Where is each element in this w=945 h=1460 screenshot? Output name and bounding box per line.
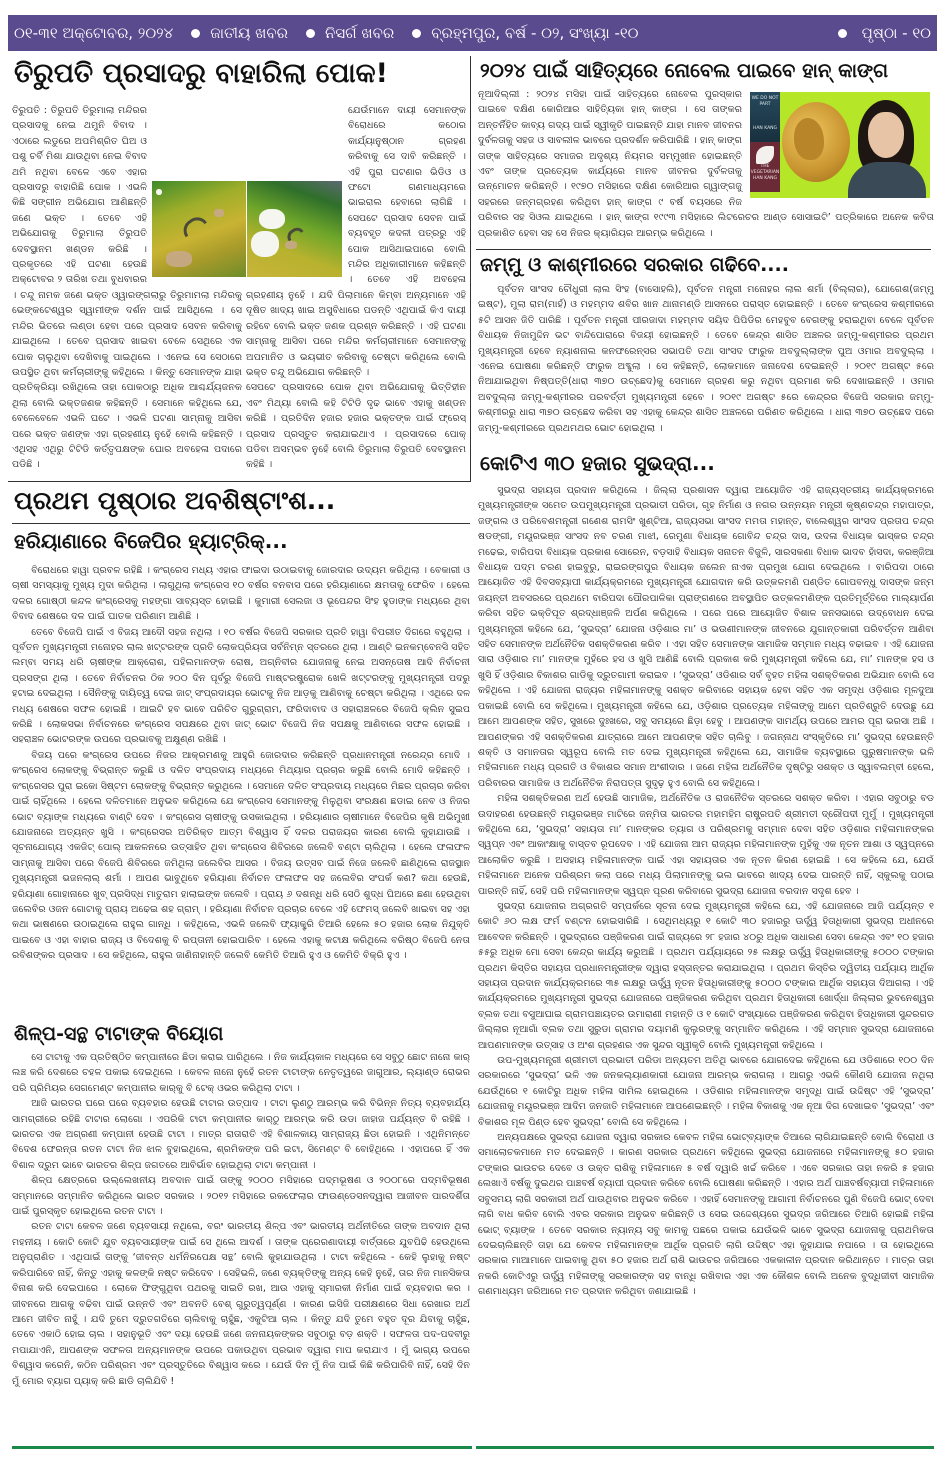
issue-date: ୦୧-୩୧ ଅକ୍ଟୋବର, ୨୦୨୪	[14, 24, 174, 42]
bullet-icon	[412, 29, 421, 38]
place-issue: ବ୍ରହ୍ମପୁର, ବର୍ଷ - ୦୨, ସଂଖ୍ୟା -୧୦	[431, 24, 639, 42]
subhadra-headline: କୋଟିଏ ୩୦ ହଜାର ସୁଭଦ୍ରା...	[480, 451, 715, 475]
subhadra-para-5: ଅନ୍ୟପକ୍ଷରେ ସୁଭଦ୍ରା ଯୋଜନା ଦ୍ୱାରା ସରକାର କେବଳ ମହିଳା ଭୋଟ୍‌ବ୍ୟାଙ୍କ ତିଆରେ ଲାଗିଯାଇଛନ୍ତି ବୋଲି ବିରୋଧୀ ଓ ସମାଲୋଚକମାନେ ମତ ଦେଇଛନ୍ତି । କାରଣ ସରକାର ପ୍ରଥମେ କହିଥିଲେ ସୁଭଦ୍ରା ଯୋଜନାରେ ମହିଳାମାନଙ୍କୁ ୫୦ ହଜାର ଟଙ୍କାର ଭାଉଚର ଦେବେ ଓ ଉକ୍ତ ରାଶିକୁ ମହିଳାମାନେ ୫ ବର୍ଷ ଦ୍ୱାରି ଖର୍ଚ୍ଚ କରିବେ । ଏବେ ସରକାର ତାହା ନକରି ୫ ହଜାର ଲେଖାଏଁ ବର୍ଷକୁ ଦୁଇଥର ପାଞ୍ଚବର୍ଷ ବ୍ୟାପୀ ପ୍ରଦାନ କରିବେ ବୋଲି ଘୋଷଣା କରିଛନ୍ତି । ଏହାର ଅର୍ଥ ପାଞ୍ଚବର୍ଷବ୍ୟାପୀ ମହିଳାମାନେ ସବୁସମୟ ଲାଗି ସରକାରୀ ଅର୍ଥ ପାଉଥିବାର ଅନୁଭବ କରିବେ । ଏହାହିଁ ସେମାନଙ୍କୁ ଆଗାମୀ ନିର୍ବାଚନରେ ପୁଣି ବିଜେପି ଭୋଟ୍ ଦେବା ଲାଗି ବାଧ କରିବ ବୋଲି ଏବର ସରକାର ଅନୁଭବ କରିଛନ୍ତି ଓ ସେଇ ଉଦ୍ଦେଶ୍ୟରେ ସୁଭଦ୍ର ଜରିଆରେ ତିଆରି ହୋଇଛି ମହିଳା ଭୋଟ୍ ବ୍ୟାଙ୍କ । ତେବେ ସରକାର ନ୍ୟାନ୍ୟ ସବୁ କାମକୁ ପଛରେ ପକାଇ ଯେଉଁଭଳି ଭାବେ ସୁଭଦ୍ରା ଯୋଜନାକୁ ପ୍ରାଥମିକତା ଦେଇଚାଲିଛନ୍ତି ତାହା ଯେ କେବଳ ମହିଳାମାନଙ୍କ ଆର୍ଥିକ ପ୍ରଗତି ଲାଗି ଉଦ୍ଦିଷ୍ଟ ଏହା କୁହାଯାଇ ନପାରେ । ତା ହୋଇଥିଲେ ସରକାର ମାଆମାନେ ପାଇବାକୁ ଥିବା ୫୦ ହଜାର ଅର୍ଥ ରାଶି ଭାଉଚର ଜରିଆରେ ଏକକାଳୀନ ପ୍ରଦାନ କରିଥାନ୍ତେ । ମାତ୍ର ତାହା ନକରି କୋଟିଏରୁ ଊର୍ଦ୍ଧ୍ୱ ମହିଳାଙ୍କୁ ସରକାରଙ୍କ ସହ ବାନ୍ଧି ରଖିବାର ଏହା ଏକ କୌଶଳ ବୋଲି ଅନେକ ବୁଦ୍ଧିଜୀବୀ ସାମାଜିକ ଗଣମାଧ୍ୟମ ଜରିଆରେ ମତ ପ୍ରଦାନ କରିଥିବା ଜଣାଯାଇଛି ।	[478, 1132, 934, 1298]
continuation-rule	[12, 523, 470, 524]
medal-portrait	[794, 118, 824, 160]
tata-para-1: ସେ ଟାଟାକୁ ଏକ ପ୍ରତିଷ୍ଠିତ କମ୍ପାନୀରେ ଛିଡା କରାଇ ପାରିଥିଲେ । ନିଜ କାର୍ଯ୍ୟକାଳ ମଧ୍ୟରେ ସେ ସବୁଠୁ ଛୋଟ ନାନୋ କାର୍ ଲଞ୍ଚ କରି ଦେଶରେ ଚହଳ ପକାଇ ଦେଇଥିଲେ । କେବଳ ନାନୋ ନୁହେଁ ରତନ ଟାଟାଙ୍କ ନେତୃତ୍ୱରେ ଜାଗୁଆର, ଲ୍ୟାଣ୍ଡ ରୋଭର ପରି ପ୍ରିମିୟର ସେଗମେଣ୍ଟ କମ୍ପାନୀର କାର୍‌କୁ ବି ଟେକ୍ ଓଭର କରିଥିଲା ଟାଟା ।	[12, 1052, 470, 1094]
footer-rule-right	[476, 1446, 934, 1449]
subhadra-para-1: ସୁଭଦ୍ରା ସହାୟତା ପ୍ରଦାନ କରିଥିଲେ । ଜିଲ୍ଲା ପ୍ରଶାସନ ଦ୍ୱାରା ଆୟୋଜିତ ଏହି ରାଜ୍ୟସ୍ତରୀୟ କାର୍ଯ୍ୟକ୍ରମରେ ମୁଖ୍ୟମନ୍ତ୍ରୀଙ୍କ ସମେତ ଉପମୁଖ୍ୟମନ୍ତ୍ରୀ ପ୍ରଭାତୀ ପରିଡା, ଗୃହ ନିର୍ମାଣ ଓ ନଗର ଉନ୍ନୟନ ମନ୍ତ୍ରୀ କୃଷ୍ଣଚନ୍ଦ୍ର ମହାପାତ୍ର, ଜଙ୍ଗଲ ଓ ପରିବେଶମନ୍ତ୍ରୀ ଗଣେଶ ରାମସିଂ ଖୁଣ୍ଟିଆ, ରାଜ୍ୟସଭା ସାଂସଦ ମମତା ମହାନ୍ତ, ବାଲେଶ୍ୱର ସାଂସଦ ପ୍ରତାପ ଚନ୍ଦ୍ର ଷଡଙ୍ଗୀ, ମୟୂରଭଞ୍ଜ ସାଂସଦ ନବ ଚରଣ ମାଝୀ, ରେମୁଣା ବିଧାୟକ ଗୋବିନ୍ଦ ଚନ୍ଦ୍ର ଦାସ, ଉଦଳା ବିଧାୟକ ଭାସ୍କର ଚନ୍ଦ୍ର ମଢେଇ, ବାରିପଦା ବିଧାୟକ ପ୍ରକାଶ ସୋରେନ, ବଡ଼ସାହି ବିଧାୟକ ସନାତନ ବିଜୁଳି, ସାରସକଣା ବିଧାକ ଭାଦବ ହାଁସଦା, କରଞ୍ଜିଆ ବିଧାୟକ ପଦ୍ମ ଚରଣ ହାଇବୁରୁ, ରାଇରଙ୍ଗପୁର ବିଧାୟକ ଜଲେନ ନାଏକ ପ୍ରମୁଖ ଯୋଗ ଦେଇଥିଲେ । ବାରିପଦା ଠାରେ ଆୟୋଜିତ ଏହି ଦିବସବ୍ୟାପୀ କାର୍ଯ୍ୟକ୍ରମରେ ମୁଖ୍ୟମନ୍ତ୍ରୀ ଯୋଗଦାନ କରି ଉତ୍କଳମଣି ପଣ୍ଡିତ ଗୋପବନ୍ଧୁ ଦାସଙ୍କ ଜନ୍ମ ଜୟନ୍ତୀ ଅବସରରେ ପ୍ରଥମେ ବାରିପଦା ପୌରପାଳିକା ପ୍ରାଙ୍ଗଣରେ ଅବସ୍ଥାପିତ ଉତ୍କଳମଣିଙ୍କ ପ୍ରତିମୂର୍ତ୍ତିରେ ମାଲ୍ୟାର୍ପଣ କରିବା ସହିତ ଭକ୍ତିପୂତ ଶ୍ରଦ୍ଧାଞ୍ଜଳି ଅର୍ପଣ କରିଥିଲେ । ପରେ ପରେ ଆୟୋଜିତ ବିଶାଳ ଜନସଭାରେ ଉଦ୍‌ବୋଧନ ଦେଇ ମୁଖ୍ୟମନ୍ତ୍ରୀ କହିଲେ ଯେ, ‘ସୁଭଦ୍ରା’ ଯୋଜନା ଓଡ଼ିଶାର ମା’ ଓ ଭଉଣୀମାନଙ୍କ ଜୀବନରେ ଯୁଗାନ୍ତକାରୀ ପରିବର୍ତ୍ତନ ଆଣିବା ସହିତ ସେମାନଙ୍କ ଅର୍ଥନୈତିକ ସଶକ୍ତିକରଣ କରିବ । ଏହା ସହିତ ସେମାନଙ୍କ ସାମାଜିକ ସମ୍ମାନ ମଧ୍ୟ ବଢାଇବ । ଏହି ଯୋଜନା ସାରା ଓଡ଼ିଶାର ମା’ ମାନଙ୍କ ମୁହଁରେ ହସ ଓ ଖୁସି ଆଣିଛି ବୋଲି ପ୍ରକାଶ କରି ମୁଖ୍ୟମନ୍ତ୍ରୀ କହିଲେ ଯେ, ମା’ ମାନଙ୍କ ହସ ଓ ଖୁସି ହିଁ ଓଡ଼ିଶାର ବିକାଶର ଗାଡିକୁ ଦ୍ରୁତଗାମୀ କରାଇବ । ‘ସୁଭଦ୍ରା’ ଓଡିଶାର ସର୍ବ ବୃହତ ମହିଳା ସଶକ୍ତିକରଣ ଅଭିଯାନ ବୋଲି ସେ କହିଥିଲେ । ଏହି ଯୋଜନା ରାଜ୍ୟର ମହିଳାମାନଙ୍କୁ ସଶକ୍ତ କରିବାରେ ସହାୟକ ହେବା ସହିତ ଏକ ସମୃଦ୍ଧ ଓଡ଼ିଶାର ମୂଳଦୁଆ ପକାଇଛି ବୋଲି ସେ କହିଥିଲେ। ମୁଖ୍ୟମନ୍ତ୍ରୀ କହିଲେ ଯେ, ଓଡ଼ିଶାର ପ୍ରତ୍ୟେକ ମହିଳାଙ୍କୁ ଆମେ ପ୍ରତିଶ୍ରୁତି ଦେଉଛୁ ଯେ ଆମେ ଆପଣଙ୍କ ସହିତ, ସୁଖରେ ଦୁଃଖରେ, ସବୁ ସମୟରେ ଛିଡ଼ା ହେବୁ । ଆପଣଙ୍କ ସାମର୍ଥ୍ୟ ଉପରେ ଆମର ପୂରା ଭରସା ଅଛି । ଆପଣଙ୍କର ଏହି ସଶକ୍ତିକରଣ ଯାତ୍ରାରେ ଆମେ ଆପଣଙ୍କ ସହିତ ଚାଲିବୁ । ଜଗନ୍ନାଥ ସଂସ୍କୃତିରେ ମା’ ସୁଭଦ୍ରା ହେଉଛନ୍ତି ଶକ୍ତି ଓ ସମାନତାର ସ୍ୱରୂପ ବୋଲି ମତ ଦେଇ ମୁଖ୍ୟମନ୍ତ୍ରୀ କହିଥିଲେ ଯେ, ସାମାଜିକ ବ୍ୟବସ୍ଥାରେ ପୁରୁଷମାନଙ୍କ ଭଳି ମହିଳାମାନେ ମଧ୍ୟ ପ୍ରଗତି ଓ ବିକାଶର ସମାନ ଅଂଶୀଦାର । ଜଣେ ମହିଳା ଅର୍ଥନୈତିକ ଦୃଷ୍ଟିରୁ ସଶକ୍ତ ଓ ସ୍ୱାବଲମ୍ବୀ ହେଲେ, ପରିବାରର ସାମାଜିକ ଓ ଅର୍ଥନୈତିକ ନିରାପତ୍ତା ସୁଦୃଢ଼ ହୁଏ ବୋଲି ସେ କହିଥିଲେ।	[478, 485, 934, 789]
tata-body	[12, 1050, 470, 1440]
haryana-para-3: ବିଜୟ ପରେ କଂଗ୍ରେସ ଉପରେ ନିଜର ଆକ୍ରମଣକୁ ଆହୁରି ଜୋରଦାର କରିଛନ୍ତି ପ୍ରଧାନମନ୍ତ୍ରୀ ନରେନ୍ଦ୍ର ମୋଦି । କଂଗ୍ରେସ ଲୋକଙ୍କୁ ବିଭ୍ରାନ୍ତ କରୁଛି ଓ ଦଳିତ ସଂପ୍ରଦାୟ ମଧ୍ୟରେ ମିଥ୍ୟାର ପ୍ରଚାର କରୁଛି ବୋଲି ମୋଦି କହିଛନ୍ତି । କଂଗ୍ରେସର ପୁରା ଇକୋ ସିଷ୍ଟମ ଲୋକଙ୍କୁ ବିଭ୍ରାନ୍ତ କରୁଥିଲେ । ସେମାନେ ଦଳିତ ସଂପ୍ରଦାୟ ମଧ୍ୟରେ ମିଛର ପ୍ରଚାର କରିବା ପାଇଁ ଚାହିଁଥିଲେ । ହେଲେ ଦଳିତମାନେ ଅନୁଭବ କରିଥିଲେ ଯେ କଂଗ୍ରେସ ସେମାନଙ୍କୁ ମିଳୁଥିବା ସଂରକ୍ଷଣ ଛଡାଇ ନେବ ଓ ନିଜର ଭୋଟ ବ୍ୟାଙ୍କ ମଧ୍ୟରେ ବାଣ୍ଟି ଦେବ । କଂଗ୍ରେସ ଚାଷୀଙ୍କୁ ଉସକାଇଥିଲା । ହରିୟାଣାର ଚାଷୀମାନେ ବିଜେପିର କୃଷି ଅଭିମୁଖୀ ଯୋଜନାରେ ଅତ୍ୟନ୍ତ ଖୁସି । କଂଗ୍ରେସର ଅତିରିକ୍ତ ଆତ୍ମ ବିଶ୍ୱାସ ହିଁ ଦଳର ପରାଜୟର କାରଣ ବୋଲି କୁହାଯାଉଛି । ସୂଚନାଯୋଗ୍ୟ ଏକଜିଟ୍ ପୋଲ୍ ଆକଳନରେ ଉତ୍ସାହିତ ଥିବା କଂଗ୍ରେସ ଶିବିରରେ ଜଲେବି ବଣ୍ଟା ଚାଲିଥିଲା । ହେଲେ ଫଳାଫଳ ସାମ୍ନାକୁ ଆସିବା ପରେ ବିଜେପି ଶିବିରରେ ଜମିଥିଲା ଜଲେବିର ଆସର । ବିଜୟ ଉତ୍ସବ ପାଇଁ ନିଜେ ଜଲେବି ଛାଣିଥିଲେ ରାଜସ୍ଥାନ ମୁଖ୍ୟମନ୍ତ୍ରୀ ଭଜନଲାଲ୍ ଶର୍ମା । ଆପଣ ଭାବୁଥିବେ ହରିୟାଣା ନିର୍ବାଚନ ଫଳାଫଳ ସହ ଜଲେବିର ସଂପର୍କ କଣ? କଥା ହେଉଛି, ହରିୟାଣା ଗୋହାନାରେ ଖୁବ୍ ପ୍ରସିଦ୍ଧ ମାତୁରାମ ହାଲାଇଙ୍କ ଜଲେବି । ପ୍ରାୟ ୬ ଦଶନ୍ଧି ଧରି ସେଠି ଶୁଦ୍ଧ ଘିଅରେ ଛଣା ହେଉଥିବା ଜଲେବିର ଓଜନ ଗୋଟାକୁ ପ୍ରାୟ ଅଢେଇ ଶହ ଗ୍ରାମ୍ । ହରିୟାଣା ନିର୍ବାଚନ ପ୍ରଚାର ବେଳେ ଏହି ଫେମସ୍ ଜଲେବି ଖାଇବା ସହ ଏହା କଥା ଭାଷଣରେ ଉଠାଇଥିଲେ ରାହୁଲ ଗାନ୍ଧି । କହିଥିଲେ, ଏଭଳି ଜଲେବି ଫ୍ୟାକ୍ଟ୍ରି ତିଆରି ହେଲେ ୫୦ ହଜାର ଲୋକ ନିଯୁକ୍ତି ପାଇବେ ଓ ଏହା ବାହାର ରାଜ୍ୟ ଓ ବିଦେଶକୁ ବି ରପ୍ତାନୀ ହୋଇପାରିବ । ହେଲେ ଏହାକୁ କଟାକ୍ଷ କରିଥିଲେ ବରିଷ୍ଠ ବିଜେପି ନେତା ରବିଶଙ୍କର ପ୍ରସାଦ । ସେ କହିଥିଲେ, ରାହୁଲ ଜାଣିନାହାନ୍ତି ଜଲେବି କେମିତି ତିଆରି ହୁଏ ଓ କେମିତି ବିକ୍ରି ହୁଏ ।	[12, 749, 470, 962]
masthead-bar	[8, 15, 937, 51]
portrait-body	[848, 162, 926, 198]
nobel-rule	[476, 249, 931, 250]
book1-author: HAN KANG	[752, 126, 778, 131]
section-rule	[8, 481, 471, 482]
book2-author: HAN KANG	[752, 176, 778, 181]
tirupati-col1-para: ତିରୁପତି : ତିରୁପତି ତିରୁମାଲା ମନ୍ଦିରର ପ୍ରସାଦକୁ ନେଇ ଥମୁନି ବିବାଦ । ଏଠାରେ ଲଡୁରେ ଅପମିଶ୍ରିତ ଘିଅ ଓ ପଶୁ ଚର୍ବି ମିଶା ଯାଉଥିବା ନେଇ ବିବାଦ ଥମି ନଥିବା ବେଳେ ଏବେ ଏହାର ପ୍ରସାଦରୁ ବାହାରିଛି ପୋକ । ଏଭଳି କିଛି ସଙ୍ଗୀନ ଅଭିଯୋଗ ଆଣିଛନ୍ତି ଜଣେ ଭକ୍ତ । ତେବେ ଏହି ଅଭିଯୋଗକୁ ତିରୁମାଲା ତିରୁପତି ଦେବସ୍ଥାନମ ଖଣ୍ଡନ କରିଛି । ପ୍ରକୃତରେ ଏହି ଘଟଣା ହେଉଛି ଅକ୍ଟୋବର ୨ ତାରିଖ ତଥା ବୁଧବାରର । ଚନ୍ଦୁ ନାମକ ଜଣେ ଭକ୍ତ ଓ୍ୱାରଙ୍ଗଲାରୁ ତିରୁମାମଲା ମନ୍ଦିରକୁ ଭେଙ୍କଟେଶ୍ୱର ସ୍ୱାମୀଙ୍କ ଦର୍ଶନ ପାଇଁ ଆସିଥିଲେ । ସେ ମନ୍ଦିର ଭିତରେ ଲଣ୍ଡା ହେବା ପରେ ପ୍ରସାଦ ସେବନ କରିବାକୁ ଯାଇଥିଲେ । ତେବେ ପ୍ରସାଦ ଖାଇବା ବେଳେ ସେଥିରେ ଏକ ପୋକ ଚାଲୁଥିବା ଦେଖିବାକୁ ପାଇଥିଲେ । ଏନେଇ ସେ ସେଠାରେ ଉପସ୍ଥିତ ଥିବା କର୍ମଚାରୀଙ୍କୁ କହିଥିଲେ । କିନ୍ତୁ ସେମାନଙ୍କ ଯାହା ପ୍ରତିକ୍ରିୟା ରଖିଥିଲେ ତାହା ପୋକଠାରୁ ଅଧିକ ଆଶ୍ଚର୍ଯ୍ୟଜନକ ଥିଲା ବୋଲି ଭକ୍ତଜଣକ କହିଛନ୍ତି । ସେମାନେ କହିଥିଲେ ଯେ, ବେଳେବେଳେ ଏଭଳି ଘଟେ । ଏଭଳି ଘଟଣା ସାମ୍ନାକୁ ଆସିବା ପରେ ଭକ୍ତ ଜଣଙ୍କ ଏହା ଗ୍ରହଣୀୟ ନୁହେଁ ବୋଲି କହିଛନ୍ତି । ଏଥିସହ ଏଥିରୁ ଟିଟିଡି କର୍ତ୍ତୃପକ୍ଷଙ୍କ ଘୋର ଅବହେଳା ପଦାରେ ପଡିଛି ।	[12, 105, 242, 471]
tirupati-headline: ତିରୁପତି ପ୍ରସାଦରୁ ବାହାରିଲା ପୋକ!	[14, 58, 388, 89]
book1-title: WE DO NOT PART	[751, 96, 779, 107]
tirupati-col2-para2: ସେପଟେ ପ୍ରସାଦରେ ପୋକ ଥିବା ଅଭିଯୋଗକୁ ଭିତ୍ତିହୀନ ଏବଂ ମିଥ୍ୟା ବୋଲି କହି ଟିଟିଡି ଦୃଢ ଭାବେ ଏହାକୁ ଖଣ୍ଡନ କରିଛି । ପ୍ରତିଦିନ ହଜାର ହଜାର ଭକ୍ତଙ୍କ ପାଇଁ ଫ୍ରେସ୍ ପ୍ରସାଦ ପ୍ରସ୍ତୁତ କରାଯାଇଥାଏ । ପ୍ରସାଦରେ ପୋକ୍ ପଡିବା ଅସମ୍ଭବ ନୁହେଁ ବୋଲି ତିରୁମାଲା ତିରୁପତି ଦେବସ୍ଥାନମ କହିଛି ।	[246, 382, 466, 471]
footer-rule-left	[12, 1446, 472, 1449]
tirupati-col1-full	[12, 103, 242, 473]
subhadra-body	[478, 483, 934, 1438]
subhadra-para-2: ମହିଳା ସଶକ୍ତିକରଣ ଅର୍ଥ ହେଉଛି ସାମାଜିକ, ଅର୍ଥନୈତିକ ଓ ରାଜନୈତିକ ସ୍ତରରେ ସଶକ୍ତ କରିବା । ଏହାର ସବୁଠାରୁ ବଡ ଉଦାହରଣ ହେଉଛନ୍ତି ମୟୂରଭଞ୍ଜ ମାଟିରେ ଜନ୍ମିତା ଭାରତର ମହାମହିମ ରାଷ୍ଟ୍ରପତି ଶ୍ରୀମତୀ ଦ୍ରୌପଦୀ ମୁର୍ମୁ । ମୁଖ୍ୟମନ୍ତ୍ରୀ କହିଥିଲେ ଯେ, ‘ସୁଭଦ୍ରା’ ସହାୟତା ମା’ ମାନଙ୍କର ତ୍ୟାଗ ଓ ପରିଶ୍ରମକୁ ସମ୍ମାନ ଦେବା ସହିତ ଓଡ଼ିଶାର ମହିଳାମାନଙ୍କର ସ୍ୱପ୍ନ ଏବଂ ଆକାଂକ୍ଷାକୁ ବାସ୍ତବ ରୂପଦେବ । ଏହି ଯୋଜନା ଆମ ରାଜ୍ୟର ମହିଳାମାନଙ୍କ ମୁହଁକୁ ଏକ ନୂତନ ଆଶା ଓ ସ୍ୱପ୍ନରେ ଆଲୋକିତ କରୁଛି । ଅସହାୟ ମହିଳାମାନଙ୍କ ପାଇଁ ଏହା ସହାୟତାର ଏକ ନୂତନ କିରଣ ହୋଇଛି । ସେ କହିଲେ ଯେ, ଯେଉଁ ମହିଳାମାନେ ଅନେକ ପରିଶ୍ରମ କଲା ପରେ ମଧ୍ୟ ପିଲାମାନଙ୍କୁ ଭଲ ଭାବରେ ଖାଦ୍ୟ ଦେଇ ପାରନ୍ତି ନାହିଁ, ସ୍କୁଲକୁ ପଠାଇ ପାରନ୍ତି ନାହିଁ, ସେହି ପରି ମହିଳାମାନଙ୍କ ସ୍ୱପ୍ନ ପୂରଣ କରିବାରେ ସୁଭଦ୍ରା ଯୋଜନା ବରଦାନ ସଦୃଶ ହେବ ।	[478, 793, 934, 897]
tata-para-2: ଆଜି ଭାରତର ଘରେ ଘରେ ବ୍ୟବହାର ହେଉଛି ଟାଟାର ଉତ୍ପାଦ । ଟାଟା ଲୁଣଠୁ ଆରମ୍ଭ କରି ବିଭିନ୍ନ ନିତ୍ୟ ବ୍ୟବହାର୍ଯ୍ୟ ସାମଗ୍ରୀରେ ରହିଛି ଟାଟାର ଲୋଗୋ । ଏପରିକି ଟାଟା କମ୍ପାନୀର କାର୍‌ଠୁ ଆରମ୍ଭ କରି ଉଡା ଜାହାଜ ପର୍ଯ୍ୟନ୍ତ ବି ରହିଛି । ଭାରତର ଏକ ଅଗ୍ରଣୀ କମ୍ପାନୀ ହେଉଛି ଟାଟା । ମାତ୍ର ରାତାରାତି ଏହି ବିଶାଳକାୟ ସାମ୍ରାଜ୍ୟ ଛିଡା ହୋଇନି । ଏଥିନିମନ୍ତେ ବିଦେଶ ଫେରନ୍ତା ରତନ ଟାଟା ନିଜ ଝାଳ ବୁହାଇଥିଲେ, ଶ୍ରମିକଙ୍କ ପରି ଇଟା, ସିମେଣ୍ଟ ବି ବୋହିଥିଲେ । ଏହାପରେ ହିଁ ଏକ ବିଶାଳ ଦ୍ରୁମ ଭାବେ ଭାରତର ଶିଳ୍ପ ଜଗତରେ ଆବିର୍ଭାବ ହୋଇଥିଲା ଟାଟା କମ୍ପାନୀ ।	[12, 1098, 470, 1171]
tata-para-4: ରତନ ଟାଟା କେବଳ ଜଣେ ବ୍ୟବସାୟୀ ନଥିଲେ, ବରଂ ଭାରତୀୟ ଶିଳ୍ପ ଏବଂ ଭାରତୀୟ ଅର୍ଥନୀତିରେ ତାଙ୍କ ଅବଦାନ ଥିଲା ମହନୀୟ । କୋଟି କୋଟି ଯୁବ ବ୍ୟବସାୟୀଙ୍କ ପାଇଁ ସେ ଥିଲେ ଆଦର୍ଶ । ତାଙ୍କ ପ୍ରେରଣାଦାୟୀ ବାର୍ତ୍ତାରେ ଯୁବପିଢି ହେଉଥିଲେ ଅନୁପ୍ରାଣିତ । ଏଥିପାଇଁ ତାଙ୍କୁ ‘ଜୀବନ୍ତ ଧର୍ମନିରପେକ୍ଷ ସନ୍ଥ’ ବୋଲି କୁହାଯାଉଥିଲା । ଟାଟା କହିଥିଲେ - କେହି ଲୁହାକୁ ନଷ୍ଟ କରିପାରିବେ ନାହିଁ, କିନ୍ତୁ ଏହାକୁ କଳଙ୍କି ନଷ୍ଟ କରିଦେବ । ସେହିଭଳି, ଜଣେ ବ୍ୟକ୍ତିଙ୍କୁ ଅନ୍ୟ କେହି ନୁହେଁ, ତାର ନିଜ ମାନସିକତା ବିନାଶ କରି ଦେଇପାରେ । ଲୋକେ ଫିଙ୍ଗୁଥିବା ପଥରକୁ ସାଇତି ରଖ, ଆଉ ଏହାକୁ ସ୍ମାରକୀ ନିର୍ମାଣ ପାଇଁ ବ୍ୟବହାର କର । ଜୀବନରେ ଆଗକୁ ବଢିବା ପାଇଁ ଉନ୍ନତି ଏବଂ ଅବନତି ବେଶ୍ ଗୁରୁତ୍ୱପୂର୍ଣ୍ଣ । କାରଣ ଇସିଜି ପରୀକ୍ଷଣରେ ସିଧା ରେଖାର ଅର୍ଥ ଆମେ ଜୀବିତ ନାହୁଁ । ଯଦି ତୁମେ ଦ୍ରୁତଗତିରେ ଚାଲିବାକୁ ଚାହୁଁଛ, ଏକୁଟିଆ ଚାଲ । କିନ୍ତୁ ଯଦି ତୁମେ ବହୁତ ଦୂର ଯିବାକୁ ଚାହୁଁଛ, ତେବେ ଏକାଠି ହୋଇ ଚାଲ । ସହାନୁଭୂତି ଏବଂ ଦୟା ହେଉଛି ଜଣେ ଜନନାୟକଙ୍କର ସବୁଠାରୁ ବଡ଼ ଶକ୍ତି । ସଫଳତା ପଦ-ପଦବୀରୁ ମପାଯାଏନି, ଆପଣଙ୍କ ସଫଳତା ଅନ୍ୟମାନଙ୍କ ଉପରେ ପକାଉଥିବା ପ୍ରଭାବ ଦ୍ୱାରା ମାପ କରାଯାଏ । ମୁଁ ଭାଗ୍ୟ ଉପରେ ବିଶ୍ୱାସ କରେନି, କଠିନ ପରିଶ୍ରମ ଏବଂ ପ୍ରସ୍ତୁତିରେ ବିଶ୍ୱାସ କରେ । ଯେଉଁ ଦିନ ମୁଁ ନିଜ ପାଇଁ କିଛି କରିପାରିବି ନାହିଁ, ସେହି ଦିନ ମୁଁ ମୋର ବ୍ୟାଗ ପ୍ୟାକ୍ କରି ଛାଡି ଚାଲିଯିବି !	[12, 1221, 470, 1387]
kashmir-body-text: ପୂର୍ବତନ ସାଂସଦ ଚୌଧୁରୀ ଲାଲ ସିଂହ (ବାସୋହଲି), ପୂର୍ବତନ ମନ୍ତ୍ରୀ ମନୋହର ଲାଲ ଶର୍ମା (ବିଲ୍ଲାର), ଯୋଗେଶ(ଜମ୍ମୁ ଇଷ୍ଟ), ମୁଲା ରାମ(ମାର୍ହ) ଓ ମହମ୍ମଦ ଶବିର ଖାନ ଥାନାମଣ୍ଡି ଆସନରେ ପରାସ୍ତ ହୋଇଛନ୍ତି । ତେବେ କଂଗ୍ରେସ କଶ୍ମୀରରେ ୫ଟି ଆସନ ଜିତି ପାରିଛି । ପୂର୍ବତନ ମନ୍ତ୍ରୀ ପୀରଜାଦା ମହମ୍ମଦ ସୟିଦ ପିପିଡିର ମେହବୁବ ବେଗଙ୍କୁ ହରାଇଥିବା ବେଳେ ପୂର୍ବତନ ବିଧାୟକ ନିଜାମୁଦ୍ଦିନ ଭଟ ବାନ୍ଦିପୋରାରେ ବିଜୟୀ ହୋଇଛନ୍ତି । ତେବେ କେନ୍ଦ୍ର ଶାସିତ ଅଞ୍ଚଳର ଜମ୍ମୁ-କଶ୍ମୀରର ପ୍ରଥମ ମୁଖ୍ୟମନ୍ତ୍ରୀ ହେବେ ନ୍ୟାଶନାଲ କନଫରେନ୍ସର ସଭାପତି ତଥା ସାଂସଦ ଫାରୁକ ଅବଦୁଲ୍ଲାଙ୍କ ପୁଅ ଓମାର ଅବଦୁଲ୍ଲା । ଏନେଇ ଘୋଷଣା କରିଛନ୍ତି ଫାରୁକ ଅବ୍ଦୁଲା । ସେ କହିଛନ୍ତି, ଲୋକମାନେ ଜନାଦେଶ ଦେଇଛନ୍ତି । ୨୦୧୯ ଅଗଷ୍ଟ ୫ରେ ନିଆଯାଇଥିବା ନିଷ୍ପତ୍ତି(ଧାରା ୩୭୦ ଉଚ୍ଛେଦ)କୁ ସେମାନେ ଗ୍ରହଣ କରୁ ନଥିବା ପ୍ରମାଣ କରି ଦେଖାଇଛନ୍ତି । ଓମାର ଅବଦୁଲ୍ଲା ଜମ୍ମୁ-କଶ୍ମୀରର ପରବର୍ତ୍ତୀ ମୁଖ୍ୟମନ୍ତ୍ରୀ ହେବେ । ୨୦୧୯ ଅଗଷ୍ଟ ୫ରେ କେନ୍ଦ୍ରର ବିଜେପି ସରକାର ଜମ୍ମୁ-କଶ୍ମୀରରୁ ଧାରା ୩୭୦ ଉଚ୍ଛେଦ କରିବା ସହ ଏହାକୁ କେନ୍ଦ୍ର ଶାସିତ ଅଞ୍ଚଳରେ ପରିଣତ କରିଥିଲେ । ଧାରା ୩୭୦ ଉଚ୍ଛେଦ ପରେ ଜମ୍ମୁ-କଶ୍ମୀରରେ ପ୍ରଥମଥର ଭୋଟ ହୋଇଥିଲା ।	[478, 284, 934, 434]
haryana-para-1: ବିରୋଧରେ ହାୱା ପ୍ରବଳ ରହିଛି । କଂଗ୍ରେସ ମଧ୍ୟ ଏହାର ଫାଇଦା ଉଠାଇବାକୁ ଜୋରଦାର ଉଦ୍ୟମ କରିଥିଲା । ବେକାରୀ ଓ ଚାଷୀ ସମସ୍ୟାକୁ ମୁଖ୍ୟ ମୁଦା କରିଥିଲା । ଲାଗୁଥିଲା କଂଗ୍ରେସ ୧୦ ବର୍ଷର ବନବାସ ପରେ ହରିୟାଣାରେ କ୍ଷମତାକୁ ଫେରିବ । ହେଲେ ଦଳର ଗୋଷ୍ଠୀ କନ୍ଦଳ କଂଗ୍ରେସକୁ ମହଙ୍ଗା ସାବ୍ୟସ୍ତ ହୋଇଛି । କୁମାରୀ ସେଲଜା ଓ ଭୂପେନ୍ଦର ସିଂହ ହୁଡାଙ୍କ ମଧ୍ୟରେ ଥିବା ବିବାଦ ଶେଷରେ ଦଳ ପାଇଁ ଘାତକ ପରିଣାମ ଆଣିଛି ।	[12, 565, 470, 623]
kashmir-headline: ଜମ୍ମୁ ଓ କାଶ୍ମୀରରେ ସରକାର ଗଢିବେ....	[480, 254, 789, 276]
haryana-body	[12, 563, 470, 1018]
bullet-icon	[838, 29, 847, 38]
tata-para-3: ଶିଳ୍ପ କ୍ଷେତ୍ରରେ ଉଲ୍ଲେଖନୀୟ ଅବଦାନ ପାଇଁ ତାଙ୍କୁ ୨୦୦୦ ମସିହାରେ ପଦ୍ମଭୂଷଣ ଓ ୨୦୦୮ରେ ପଦ୍ମବିଭୂଷଣ ସମ୍ମାନରେ ସମ୍ମାନିତ କରିଥିଲେ ଭାରତ ସରକାର । ୨୦୧୨ ମସିହାରେ ରକଫେଲାର ଫାଉଣ୍ଡେସନଦ୍ୱାରା ଆଜୀବନ ପାରଦର୍ଶିତା ପାଇଁ ପୁରସ୍କୃତ ହୋଇଥିଲେ ରତନ ଟାଟା ।	[12, 1175, 470, 1218]
front-page-continuation-title: ପ୍ରଥମ ପୃଷ୍ଠାର ଅବଶିଷ୍ଟାଂଶ...	[14, 486, 336, 515]
page-number: ପୃଷ୍ଠା - ୧୦	[861, 24, 931, 42]
book2-title: THE VEGETARIAN	[750, 164, 780, 175]
bullet-icon	[306, 29, 315, 38]
publication-name: ନିସର୍ଗ ଖବର	[324, 24, 395, 42]
nobel-headline: ୨୦୨୪ ପାଇଁ ସାହିତ୍ୟରେ ନୋବେଲ ପାଇବେ ହାନ୍ କାଙ୍ଗ	[480, 59, 889, 82]
subhadra-para-4: ଉପ-ମୁଖ୍ୟମନ୍ତ୍ରୀ ଶ୍ରୀମତୀ ପ୍ରଭାତୀ ପରିଡା ଅନ୍ୟତମ ଅତିଥି ଭାବରେ ଯୋଗଦେଇ କହିଥିଲେ ଯେ ଓଡିଶାରେ ୧୦୦ ଦିନ ସରକାରରେ ‘ସୁଭଦ୍ରା’ ଭଳି ଏକ ଜନକଲ୍ୟାଣକାରୀ ଯୋଜନା ଆରମ୍ଭ କରାଗଲା । ଆଗରୁ ଏଭଳି କୌଣସି ଯୋଜନା ନଥିଲା ଯେଉଁଥିରେ ୧ କୋଟିରୁ ଅଧିକ ମହିଳା ସାମିଲ ହୋଇଥିଲେ । ଓଡିଶାର ମହିଳାମାନଙ୍କ ସମୃଦ୍ଧି ପାଇଁ ଉଦ୍ଦିଷ୍ଟ ଏହି ‘ସୁଭଦ୍ରା’ ଯୋଜନାକୁ ମୟୂରଭଞ୍ଜ ଆଦିମ ଜନଜାତି ମହିଳାମାନେ ଆପଣେଇଛନ୍ତି । ମହିଳା ବିକାଶକୁ ଏକ ନୂଆ ଦିଗ ଦେଖାଇବ ‘ସୁଭଦ୍ରା’ ଏବଂ ବିକାଶର ମୂଳ ପିଣ୍ଡ ହେବ ସୁଭଦ୍ରା’ ବୋଲି ସେ କହିଥିଲେ ।	[478, 1055, 934, 1128]
tirupati-col2-para1: ଯେଉଁମାନେ ଦାୟୀ ସେମାନଙ୍କ ବିରୋଧରେ କଠୋର କାର୍ଯ୍ୟାନୁଷ୍ଠାନ ଗ୍ରହଣ କରିବାକୁ ସେ ଦାବି କରିଛନ୍ତି । ଏହି ପୁରା ଘଟଣାର ଭିଡିଓ ଓ ଫଟୋ ଗଣମାଧ୍ୟମରେ ଭାଇରାଲ ହେବାରେ ଲାଗିଛି । ସେପଟେ ପ୍ରସାଦ ସେବନ ପାଇଁ ବ୍ୟବହୃତ କଦଳୀ ପତ୍ରରୁ ଏହି ପୋକ ଆସିଥାଇପାରେ ବୋଲି ମନ୍ଦିର ଅଧିକାରୀମାନେ କହିଛନ୍ତି । ତେବେ ଏହି ଅବହେଳା ଗ୍ରହଣୀୟ ନୁହେଁ । ଯଦି ପିଲାମାନେ କିମ୍ବା ଅନ୍ୟମାନେ ଏହି ଦୂଷିତ ଖାଦ୍ୟ ଖାଇ ଅସୁବିଧାରେ ପଡନ୍ତି ଏଥିପାଇଁ କିଏ ଦାୟୀ ରହିବେ ବୋଲି ଭକ୍ତ ଜଣକ ପ୍ରଶ୍ନ କରିଛନ୍ତି । ଏହି ଘଟଣା ସାମ୍ନାକୁ ଆସିବା ପରେ ମନ୍ଦିର କର୍ମଚାରୀମାନେ ସେମାନଙ୍କୁ ଅପମାନିତ ଓ ଭୟଭୀତ କରିବାକୁ ଚେଷ୍ଟା କରିଥିଲେ ବୋଲି ଭକ୍ତ ଚନ୍ଦୁ ଅଭିଯୋଗ କରିଛନ୍ତି ।	[246, 105, 466, 378]
section-name: ଜାତୀୟ ଖବର	[210, 24, 288, 42]
nobel-body-text: ନୂଆଦିଲ୍ଲୀ : ୨୦୨୪ ମସିହା ପାଇଁ ସାହିତ୍ୟରେ ନୋବେଲ ପୁରସ୍କାର ପାଇବେ ଦକ୍ଷିଣ କୋରିଆର ସାହିତ୍ୟିକା ହାନ୍ କାଙ୍ଗ । ସେ ତାଙ୍କର ଅନ୍ତର୍ନିହିତ କାବ୍ୟ ଗଦ୍ୟ ପାଇଁ ସ୍ୱୀକୃତି ପାଇଛନ୍ତି ଯାହା ମାନବ ଜୀବନର ଦୁର୍ବଳତାକୁ ସହଜ ଓ ସାବଲୀଳ ଭାବରେ ପ୍ରଦର୍ଶନ କରିପାରିଛି । ହାନ୍ କାଙ୍ଗ ତାଙ୍କ ସାହିତ୍ୟରେ ସମାଜର ଅଦୃଶ୍ୟ ନିୟମର ସମ୍ମୁଖୀନ ହୋଇଛନ୍ତି ଏବଂ ତାଙ୍କ ପ୍ରତ୍ୟେକ କାର୍ଯ୍ୟରେ ମାନବ ଜୀବନର ଦୁର୍ବଳତାକୁ ଉନ୍ମୋଚନ କରିଛନ୍ତି । ୧୯୭୦ ମସିହାରେ ଦକ୍ଷିଣ କୋରିଆର ଗ୍ୱାଙ୍ଗଜୁ ସହରରେ ଜନ୍ମଗ୍ରହଣ କରିଥିବା ହାନ୍ କାଙ୍ଗ ୯ ବର୍ଷ ବୟସରେ ନିଜ ପରିବାର ସହ ସିଓଲ ଯାଇଥିଲେ । ହାନ୍ କାଙ୍ଗ ୧୯୯୩ ମସିହାରେ ଲିଟରେଚର ଆଣ୍ଡ ସୋସାଇଟି’ ପତ୍ରିକାରେ ଅନେକ କବିତା ପ୍ରକାଶିତ ହେବା ସହ ସେ ନିଜର କ୍ୟାରିୟର ଆରମ୍ଭ କରିଥିଲେ ।	[478, 89, 934, 239]
bullet-icon	[191, 29, 200, 38]
tata-headline: ଶିଳ୍ପ-ସନ୍ଥ ଟାଟାଙ୍କ ବିୟୋଗ	[14, 1023, 224, 1045]
portrait-face	[868, 112, 904, 158]
column-divider	[470, 56, 471, 481]
haryana-para-2: ତେବେ ବିଜେପି ପାଇଁ ଏ ବିଜୟ ଆଦୌ ସହଜ ନଥିଲା । ୧୦ ବର୍ଷର ବିଜେପି ସରକାର ପ୍ରତି ହାୱା ବିପରୀତ ଦିଗରେ ବହୁଥିଲା । ପୂର୍ବତନ ମୁଖ୍ୟମନ୍ତ୍ରୀ ମନୋହର ଲାଲ ଖଟ୍ଟରଙ୍କ ପ୍ରତି ଲୋକପ୍ରିୟତା ସର୍ବନିମ୍ନ ସ୍ତରରେ ଥିଲା । ଆଣ୍ଟି ଇନକମ୍ବେନସି ସହିତ ଲମ୍ବା ସମୟ ଧରି ଚାଷୀଙ୍କ ଆକ୍ରୋଶ, ପହିଲମାନଙ୍କ ରୋଷ, ଅଗ୍ନିବୀର ଯୋଜନାକୁ ନେଇ ଅସନ୍ତୋଷ ଆଦି ନିର୍ବାଚନୀ ପ୍ରସଙ୍ଗ ଥିଲା । ତେବେ ନିର୍ବାଚନର ଠିକ ୨୦୦ ଦିନ ପୂର୍ବରୁ ବିଜେପି ମାଷ୍ଟରଷ୍ଟ୍ରୋକ ଖେଳି ଖଟ୍ଟରଙ୍କୁ ମୁଖ୍ୟମନ୍ତ୍ରୀ ପଦରୁ ହଟାଇ ଦେଇଥିଲା । ସୈନିଙ୍କୁ ଦାୟିତ୍ୱ ଦେଇ ଜାଟ୍ ସଂପ୍ରଦାୟର ଭୋଟକୁ ନିଜ ଆଡ଼କୁ ଆଣିବାକୁ ଚେଷ୍ଟା କରିଥିଲା । ଏଥିରେ ଦଳ ମଧ୍ୟ ଶେଷରେ ସଫଳ ହୋଇଛି । ଆଇଟି ହବ ଭାବେ ପରିଚିତ ଗୁରୁଗ୍ରାମ, ଫରିଦାବାଦ ଓ ସହାରାଞ୍ଚଳରେ ବିଜେପି କ୍ଲିନ ସୁଇପ କରିଛି । ଲୋକସଭା ନିର୍ବାଚନରେ କଂଗ୍ରେସ ସପକ୍ଷରେ ଥିବା ଜାଟ୍ ଭୋଟ ବିଜେପି ନିଜ ସପକ୍ଷକୁ ଆଣିବାରେ ସଫଳ ହୋଇଛି । ସହରାଞ୍ଚଳ ଭୋଟରଙ୍କ ଉପରେ ପ୍ରଭାବକୁ ଅକ୍ଷୁଣ୍ଣ ରଖିଛି ।	[12, 626, 470, 746]
prasad-leaf-photo-1	[152, 181, 246, 277]
tirupati-col2	[246, 103, 466, 473]
book-cover-the-vegetarian	[750, 142, 780, 192]
han-kang-nobel-photo	[750, 92, 930, 198]
prasad-leaf-photo-2	[247, 181, 342, 277]
kashmir-body	[478, 282, 934, 448]
haryana-headline: ହରିୟାଣାରେ ବିଜେପିର ହ୍ୟାଟ୍ରିକ୍...	[14, 529, 288, 553]
book-cover-we-do-not-part	[750, 92, 780, 142]
subhadra-para-3: ସୁଭଦ୍ରା ଯୋଜନାର ଅଗ୍ରଗତି ସମ୍ପର୍କରେ ସୂଚନା ଦେଇ ମୁଖ୍ୟମନ୍ତ୍ରୀ କହିଲେ ଯେ, ଏହି ଯୋଜନାରେ ଆଜି ପର୍ଯ୍ୟନ୍ତ ୧ କୋଟି ୬୦ ଲକ୍ଷ ଫର୍ମ ବଣ୍ଟନ ହୋଇସାରିଛି । ସେଥିମଧ୍ୟରୁ ୧ କୋଟି ୩୦ ହଜାରରୁ ଊର୍ଦ୍ଧ୍ୱ ହିତାଧିକାରୀ ସୁଭଦ୍ରା ଅଧୀନରେ ଆବେଦନ କରିଛନ୍ତି । ସୁଭଦ୍ରାରେ ପଞ୍ଜିକରଣ ପାଇଁ ରାଜ୍ୟରେ ୨୮ ହଜାର ୪୦ରୁ ଅଧିକ ସାଧାରଣ ସେବା କେନ୍ଦ୍ର ଏବଂ ୧୦ ହଜାର ୫୫ରୁ ଅଧିକ ମୋ ସେବା କେନ୍ଦ୍ର କାର୍ଯ୍ୟ କରୁଅଛି । ପ୍ରଥମ ପର୍ଯ୍ୟାୟରେ ୨୫ ଲକ୍ଷରୁ ଊର୍ଦ୍ଧ୍ୱ ହିତାଧିକାରୀଙ୍କୁ ୫୦୦୦ ଟଙ୍କାର ପ୍ରଥମ କିସ୍ତିର ସହାୟତା ପ୍ରଧାନମନ୍ତ୍ରୀଙ୍କ ଦ୍ୱାରା ହସ୍ତାନ୍ତର କରାଯାଇଥିଲା । ପ୍ରଥମ କିସ୍ତିର ଦ୍ୱିତୀୟ ପର୍ଯ୍ୟାୟ ଆର୍ଥିକ ସହାୟତା ପ୍ରଦାନ କାର୍ଯ୍ୟକ୍ରମରେ ୩୫ ଲକ୍ଷରୁ ଊର୍ଦ୍ଧ୍ୱ ନୂତନ ହିତାଧିକାରୀଙ୍କୁ ୫୦୦୦ ଟଙ୍କାର ଆର୍ଥିକ ସହାୟତା ଦିଆଗଲା । ଏହି କାର୍ଯ୍ୟକ୍ରମରେ ମୁଖ୍ୟମନ୍ତ୍ରୀ ସୁଭଦ୍ରା ଯୋଜନାରେ ପଞ୍ଜିକରଣ କରିଥିବା ପ୍ରଥମ ହିତାଧିକାରୀ ଖୋର୍ଦ୍ଧା ଜିଲ୍ଲାର ଭୁବନେଶ୍ୱର ବ୍ଲକ ତଥା ବସୁଆଘାଇ ଗ୍ରାମପଞ୍ଚାୟତର ଉମାରାଣୀ ମହାନ୍ତି ଓ ୧ କୋଟି ସଂଖ୍ୟାରେ ପଞ୍ଜିକରଣ କରିଥିବା ହିତାଧିକାରୀ ସୁନ୍ଦରଗଡ ଜିଲ୍ଲାର ନୂଆଗାଁ ବ୍ଲକ ତଥା ସୁରୁଡା ଗ୍ରାମର ଦୟାମଣି କୁଲୁରଙ୍କୁ ସମ୍ମାନିତ କରିଥିଲେ । ଏହି ସମ୍ମାନ ସୁଭଦ୍ରା ଯୋଜନାରେ ଆପଣମାନଙ୍କ ଉତ୍ସାହ ଓ ଅଂଶ ଗ୍ରହଣର ଏକ ସୁନ୍ଦର ସ୍ୱୀକୃତି ବୋଲି ମୁଖ୍ୟମନ୍ତ୍ରୀ କହିଥିଲେ ।	[478, 900, 934, 1051]
